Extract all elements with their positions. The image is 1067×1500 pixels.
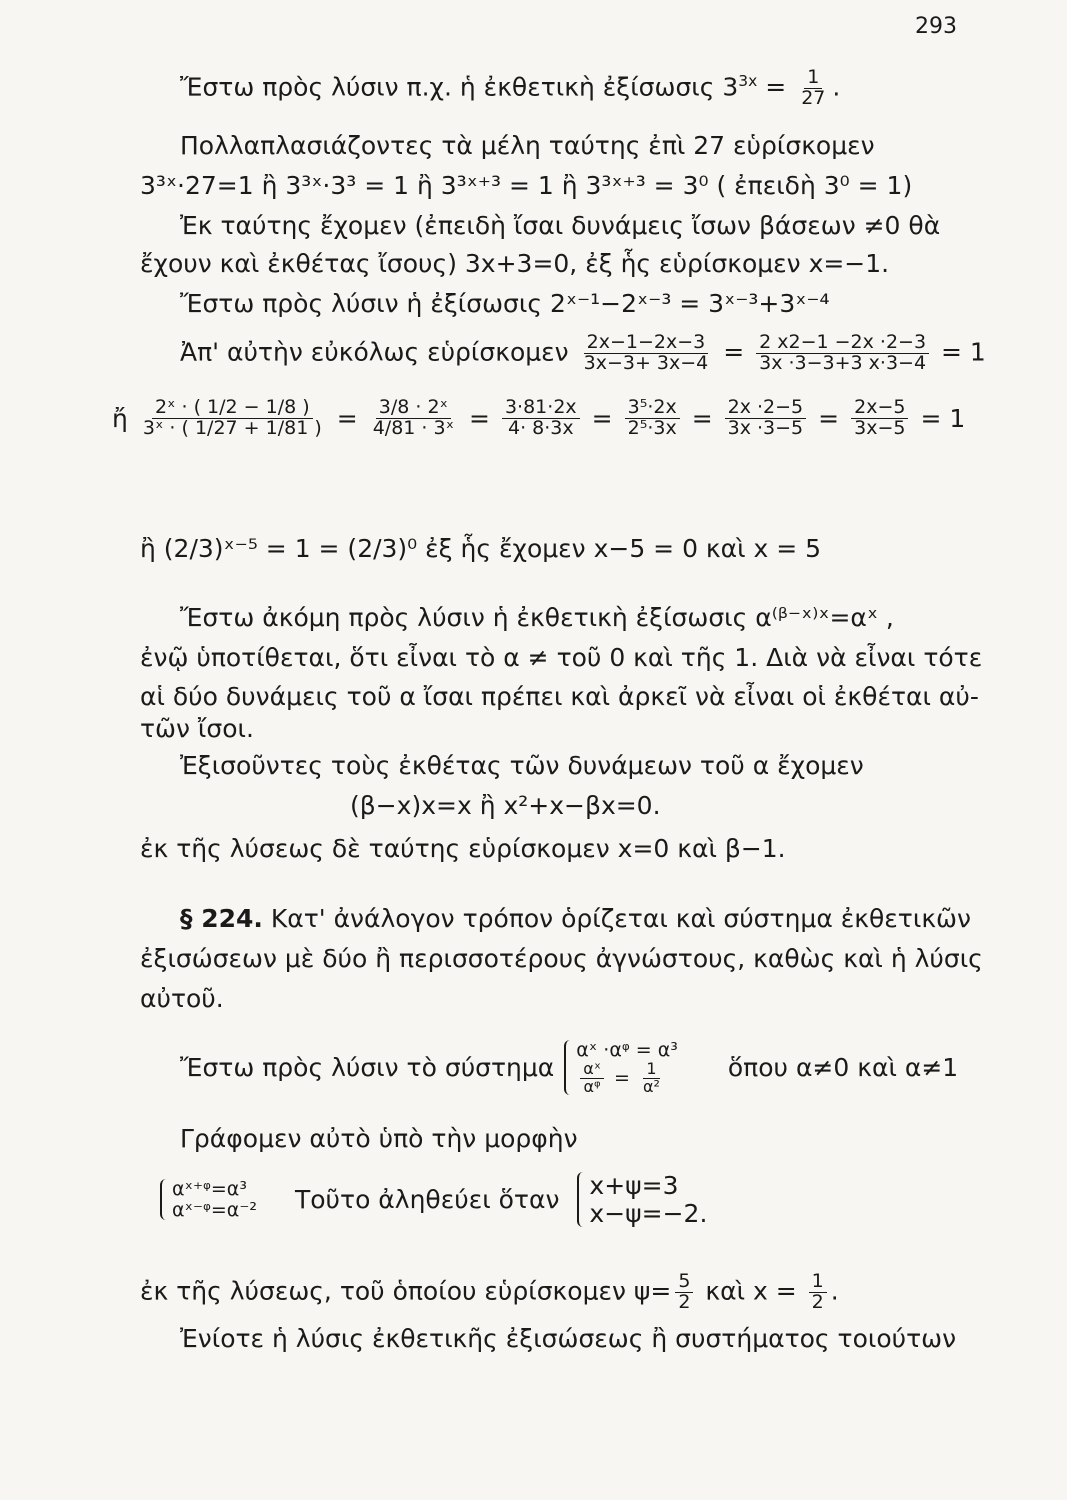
- text-line-18: ἐξισώσεων μὲ δύο ἢ περισσοτέρους ἀγνώστους, καθὼς καὶ ἡ λύσις: [140, 944, 983, 973]
- text-line-12: αἱ δύο δυνάμεις τοῦ α ἴσαι πρέπει καὶ ἀρκεῖ νὰ εἶναι οἱ ἐκθέται αὐ-: [140, 682, 979, 711]
- fraction-denominator: α²: [642, 1076, 660, 1096]
- fraction-denominator: 3x−3+ 3x−4: [583, 351, 709, 374]
- system-1-eq-1: αˣ ·αᵠ = α³: [576, 1039, 678, 1061]
- system-1-frac-left: [580, 1058, 604, 1096]
- text-line-9: ἢ (2/3)ˣ⁻⁵ = 1 = (2/3)⁰ ἐξ ἧς ἔχομεν x−5 = 0 καὶ x = 5: [140, 534, 822, 563]
- line-8-end: = 1: [920, 403, 966, 433]
- system-2-eq-2: αˣ⁻ᵠ=α⁻²: [172, 1198, 257, 1221]
- fraction-denominator: αᵠ: [583, 1076, 601, 1096]
- x-fraction: [809, 1272, 827, 1313]
- system-brace-3: [577, 1172, 707, 1227]
- fraction-numerator: 2x−5: [851, 398, 908, 419]
- line-7-text: Ἀπ' αὐτὴν εὐκόλως εὑρίσκομεν: [180, 337, 569, 367]
- equals-sign: =: [723, 337, 745, 367]
- line-1-fraction: [798, 68, 828, 109]
- fraction-denominator: 2⁵·3x: [627, 416, 677, 439]
- text-line-2: Πολλαπλασιάζοντες τὰ μέλη ταύτης ἐπὶ 27 εὑρίσκομεν: [180, 131, 875, 160]
- line-23-text: ἐκ τῆς λύσεως, τοῦ ὁποίου εὑρίσκομεν ψ=: [140, 1276, 672, 1306]
- fraction-numerator: 2 x2−1 −2x ·2−3: [756, 333, 929, 354]
- text-line-6: Ἔστω πρὸς λύσιν ἡ ἐξίσωσις 2ˣ⁻¹−2ˣ⁻³ = 3ˣ⁻³+3ˣ⁻⁴: [180, 289, 830, 318]
- line-22-text: Τοῦτο ἀληθεύει ὅταν: [294, 1184, 560, 1214]
- text-line-24: Ἐνίοτε ἡ λύσις ἐκθετικῆς ἐξισώσεως ἢ συστήματος τοιούτων: [180, 1324, 957, 1353]
- line-1-text: Ἔστω πρὸς λύσιν π.χ. ἡ ἐκθετικὴ ἐξίσωσις 3: [180, 72, 739, 102]
- equals-sign: =: [336, 403, 358, 433]
- system-1-condition: ὅπου α≠0 καὶ α≠1: [727, 1052, 959, 1082]
- system-1-equations: [576, 1040, 678, 1095]
- equals-sign: =: [691, 403, 713, 433]
- system-2-equations: [172, 1179, 257, 1221]
- text-line-10: Ἔστω ἀκόμη πρὸς λύσιν ἡ ἐκθετικὴ ἐξίσωσις α⁽ᵝ⁻ˣ⁾ˣ=αˣ ,: [180, 603, 894, 632]
- line-7-fraction-2: [756, 333, 929, 374]
- line-8-fraction-c: [502, 398, 580, 439]
- fraction-denominator: 2: [678, 1290, 691, 1313]
- fraction-numerator: 1: [804, 68, 822, 89]
- fraction-numerator: 1: [643, 1061, 659, 1079]
- system-brace-2: [160, 1179, 257, 1221]
- section-text: Κατ' ἀνάλογον τρόπον ὁρίζεται καὶ σύστημα ἐκθετικῶν: [262, 904, 971, 933]
- text-line-11: ἐνῷ ὑποτίθεται, ὅτι εἶναι τὸ α ≠ τοῦ 0 καὶ τῆς 1. Διὰ νὰ εἶναι τότε: [140, 643, 983, 672]
- fraction-numerator: 2x−1−2x−3: [584, 333, 709, 354]
- system-brace-1: [564, 1040, 678, 1095]
- line-7-end: = 1: [941, 337, 986, 367]
- equals-sign: =: [818, 403, 840, 433]
- text-line-5: ἔχουν καὶ ἐκθέτας ἴσους) 3x+3=0, ἐξ ἧς εὑρίσκομεν x=−1.: [140, 249, 890, 278]
- line-23-mid: καὶ x =: [697, 1276, 805, 1306]
- page-number: 293: [915, 14, 957, 39]
- text-line-14: Ἐξισοῦντες τοὺς ἐκθέτας τῶν δυνάμεων τοῦ α ἔχομεν: [180, 751, 864, 780]
- system-1-frac-right: [640, 1058, 663, 1096]
- text-line-15: (β−x)x=x ἢ x²+x−βx=0.: [350, 791, 661, 820]
- text-line-3: 3³ˣ·27=1 ἢ 3³ˣ·3³ = 1 ἢ 3³ˣ⁺³ = 1 ἢ 3³ˣ⁺³ = 3⁰ ( ἐπειδὴ 3⁰ = 1): [140, 171, 913, 200]
- equals-sign: =: [591, 403, 613, 433]
- text-line-13: τῶν ἴσοι.: [140, 714, 254, 743]
- fraction-numerator: 2x ·2−5: [725, 398, 807, 419]
- line-1-period: .: [832, 72, 841, 102]
- text-line-20: [180, 1040, 958, 1095]
- fraction-denominator: 2: [811, 1290, 824, 1313]
- line-8-fraction-f: [851, 398, 908, 439]
- line-1-equals: =: [757, 72, 795, 102]
- text-line-21: Γράφομεν αὐτὸ ὑπὸ τὴν μορφὴν: [180, 1124, 578, 1153]
- fraction-numerator: 3/8 · 2ˣ: [376, 398, 451, 419]
- text-line-22: [160, 1172, 707, 1227]
- system-3-equations: [589, 1172, 707, 1227]
- line-8-fraction-e: [725, 398, 807, 439]
- text-line-1: [180, 68, 840, 109]
- fraction-numerator: 5: [675, 1272, 693, 1293]
- eta-word: ἤ: [112, 403, 128, 433]
- fraction-denominator: 4· 8·3x: [507, 416, 574, 439]
- text-line-19: αὐτοῦ.: [140, 984, 224, 1013]
- text-line-8: [112, 398, 965, 439]
- line-20-text: Ἔστω πρὸς λύσιν τὸ σύστημα: [180, 1052, 555, 1082]
- fraction-numerator: 3⁵·2x: [625, 398, 680, 419]
- fraction-numerator: 2ˣ · ( 1/2 − 1/8 ): [152, 398, 313, 419]
- text-line-4: Ἐκ ταύτης ἔχομεν (ἐπειδὴ ἴσαι δυνάμεις ἴσων βάσεων ≠0 θὰ: [180, 211, 941, 240]
- fraction-numerator: αˣ: [580, 1061, 604, 1079]
- equals-sign: =: [607, 1066, 636, 1089]
- line-8-fraction-d: [625, 398, 680, 439]
- line-1-exponent: 3x: [738, 72, 758, 91]
- line-23-end: .: [830, 1276, 839, 1306]
- fraction-denominator: 4/81 · 3ˣ: [372, 416, 455, 439]
- psi-fraction: [675, 1272, 693, 1313]
- system-2-eq-1: αˣ⁺ᵠ=α³: [172, 1177, 247, 1200]
- text-line-16: ἐκ τῆς λύσεως δὲ ταύτης εὑρίσκομεν x=0 καὶ β−1.: [140, 834, 786, 863]
- section-number: § 224.: [180, 904, 263, 933]
- fraction-numerator: 3·81·2x: [502, 398, 580, 419]
- equals-sign: =: [469, 403, 490, 433]
- line-7-fraction-1: [581, 333, 712, 374]
- text-line-7: [180, 333, 986, 374]
- fraction-denominator: 3ˣ · ( 1/27 + 1/81 ): [142, 416, 322, 439]
- line-8-fraction-b: [370, 398, 457, 439]
- fraction-denominator: 3x ·3−3+3 x·3−4: [759, 351, 927, 374]
- text-line-17: [180, 905, 971, 933]
- line-8-fraction-a: [140, 398, 325, 439]
- system-3-eq-2: x−ψ=−2.: [589, 1198, 708, 1228]
- fraction-numerator: 1: [809, 1272, 827, 1293]
- fraction-denominator: 3x ·3−5: [727, 416, 804, 439]
- fraction-denominator: 27: [801, 86, 826, 109]
- text-line-23: [140, 1272, 839, 1313]
- system-3-eq-1: x+ψ=3: [589, 1171, 679, 1200]
- fraction-denominator: 3x−5: [854, 416, 906, 439]
- system-1-eq-2: [576, 1058, 678, 1096]
